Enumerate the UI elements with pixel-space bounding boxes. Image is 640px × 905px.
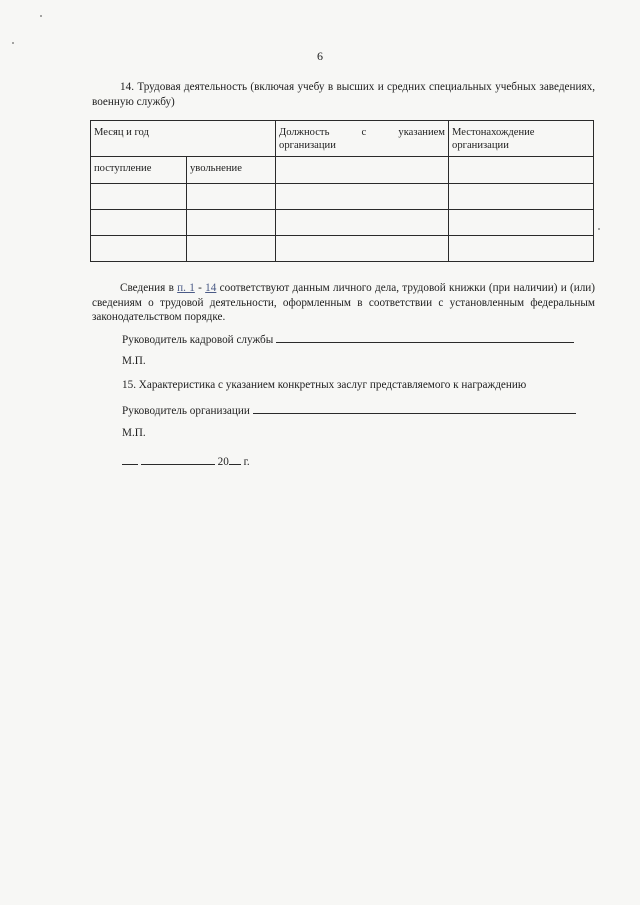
table-cell[interactable]	[449, 236, 594, 262]
table-cell[interactable]	[91, 236, 187, 262]
org-head-signature-line	[122, 402, 576, 418]
table-cell[interactable]	[449, 210, 594, 236]
table-cell[interactable]	[449, 184, 594, 210]
table-subheader-row	[91, 157, 594, 184]
date-year-suffix: г.	[243, 456, 250, 468]
org-head-label: Руководитель организации	[122, 405, 250, 417]
table-row	[91, 236, 594, 262]
header-position: Должность с указанием организации	[276, 121, 449, 157]
date-day-field[interactable]	[122, 453, 138, 465]
stamp-label: М.П.	[122, 427, 146, 439]
subheader-entry: поступление	[91, 157, 187, 184]
stamp-label: М.П.	[122, 355, 146, 367]
note-dash: -	[194, 282, 206, 294]
org-head-signature-field[interactable]	[253, 402, 576, 414]
table-row	[91, 184, 594, 210]
table-cell[interactable]	[276, 157, 449, 184]
table-cell[interactable]	[449, 157, 594, 184]
table-cell[interactable]	[276, 210, 449, 236]
scan-speck	[12, 42, 14, 44]
header-location: Местонахождение организации	[449, 121, 594, 157]
section-14-title: 14. Трудовая деятельность (включая учебу в высших и средних специальных учебных заведениях, военную службу)	[92, 81, 595, 108]
link-item-1[interactable]: п. 1	[177, 282, 195, 294]
section-15-title: 15. Характеристика с указанием конкретных заслуг представляемого к награждению	[122, 379, 527, 391]
date-year-field[interactable]	[229, 453, 241, 465]
scan-speck	[598, 228, 600, 230]
note-prefix: Сведения в	[120, 282, 178, 294]
hr-head-signature-field[interactable]	[276, 331, 574, 343]
table-cell[interactable]	[187, 236, 276, 262]
link-item-14[interactable]: 14	[205, 282, 217, 294]
header-month-year: Месяц и год	[91, 121, 276, 157]
table-cell[interactable]	[276, 236, 449, 262]
note-suffix: соответствуют данным личного дела, трудовой книжки (при наличии) и (или) сведениям о трудовой деятельности, оформленным в соответствии с установленным федеральным законодательством порядке.	[92, 282, 595, 323]
table-header-row	[91, 121, 594, 157]
table-cell[interactable]	[91, 184, 187, 210]
table-row	[91, 210, 594, 236]
table-cell[interactable]	[187, 184, 276, 210]
date-year-prefix: 20	[217, 456, 229, 468]
subheader-exit: увольнение	[187, 157, 276, 184]
date-line	[122, 453, 250, 469]
table-cell[interactable]	[91, 210, 187, 236]
scan-speck	[40, 15, 42, 17]
date-month-field[interactable]	[141, 453, 215, 465]
hr-head-signature-line	[122, 331, 574, 347]
hr-head-label: Руководитель кадровой службы	[122, 334, 274, 346]
employment-table	[90, 120, 594, 262]
page-number: 6	[317, 49, 323, 63]
table-cell[interactable]	[187, 210, 276, 236]
verification-note	[92, 281, 595, 325]
table-cell[interactable]	[276, 184, 449, 210]
